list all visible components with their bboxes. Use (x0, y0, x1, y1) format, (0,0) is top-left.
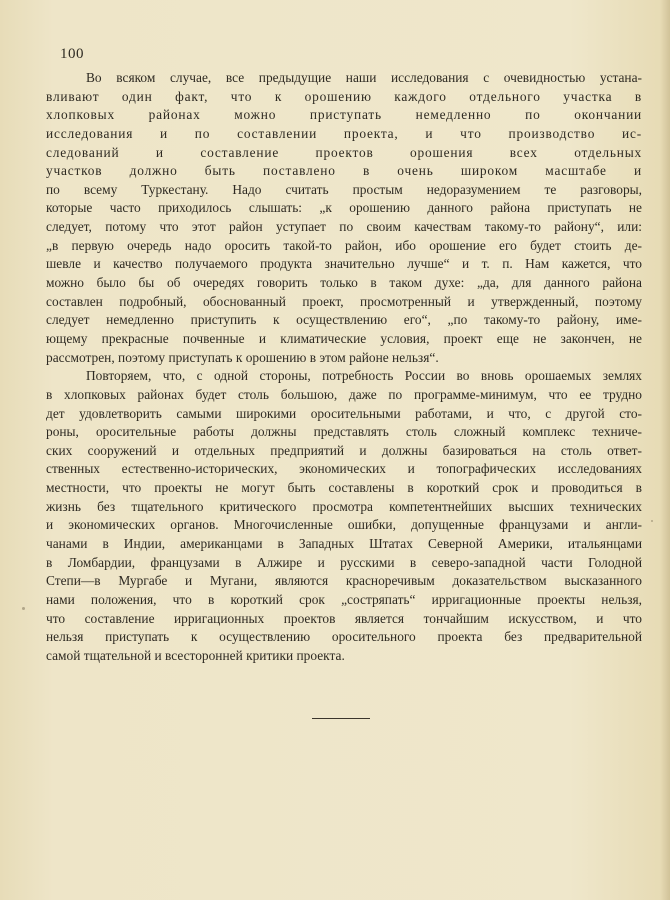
text-line: нельзя приступать к осуществлению оросительного проекта без предварительной (46, 629, 642, 645)
page-number: 100 (60, 46, 84, 62)
paper-speck (22, 607, 25, 610)
text-line: в хлопковых районах будет столь большою, даже по программе-минимум, что ее трудно (46, 386, 642, 402)
text-line: хлопковых районах можно приступать немедленно по окончании (46, 107, 642, 123)
text-line: ющему прекрасные почвенные и климатические условия, проект еще не закончен, не (46, 330, 642, 346)
text-line: Степи—в Мургабе и Мугани, являются красноречивым доказательством высказанного (46, 573, 642, 589)
text-line: можно было бы об очередях говорить только в таком духе: „да, для данного района (46, 275, 642, 291)
text-line: ских сооружений и отдельных предприятий и должны базироваться на столь ответ- (46, 442, 642, 458)
text-line: следует немедленно приступить к осуществлению его“, „по такому-то району, име- (46, 312, 642, 328)
page-edge-shadow (660, 0, 670, 900)
body-text (46, 69, 642, 666)
text-line: следует, потому что этот район уступает по своим качествам такому-то району“, или: (46, 219, 642, 235)
paper-speck (651, 520, 653, 522)
section-divider (312, 718, 370, 719)
text-line: составлен подробный, обоснованный проект, просмотренный и утвержденный, поэтому (46, 293, 642, 309)
text-line: исследования и по составлении проекта, и что производство ис- (46, 125, 642, 141)
text-line: роны, оросительные работы должны представлять столь сложный комплекс техниче- (46, 424, 642, 440)
text-line: по всему Туркестану. Надо считать простым недоразумением те разговоры, (46, 181, 642, 197)
text-line: самой тщательной и всесторонней критики проекта. (46, 647, 345, 663)
text-line: шевле и качество получаемого продукта значительно лучше“ и т. п. Нам кажется, что (46, 256, 642, 272)
text-line: вливают один факт, что к орошению каждого отдельного участка в (46, 88, 642, 104)
text-line: местности, что проекты не могут быть составлены в короткий срок и проводиться в (46, 480, 642, 496)
text-line: рассмотрен, поэтому приступать к орошению в этом районе нельзя“. (46, 349, 439, 365)
text-line: и экономических органов. Многочисленные ошибки, допущенные французами и англи- (46, 517, 642, 533)
text-line: Повторяем, что, с одной стороны, потребность России во вновь орошаемых землях (86, 368, 642, 384)
text-line: „в первую очередь надо оросить такой-то район, ибо орошение его будет стоить де- (46, 237, 642, 253)
text-line: жизнь без тщательного критического просмотра компетентнейших высших технических (46, 498, 642, 514)
text-line: Во всяком случае, все предыдущие наши исследования с очевидностью устана- (86, 70, 642, 85)
text-line: нами положения, что в короткий срок „состряпать“ ирригационные проекты нельзя, (46, 591, 642, 607)
text-line: в Ломбардии, французами в Алжире и русскими в северо-западной части Голодной (46, 554, 642, 570)
text-line: которые часто приходилось слышать: „к орошению данного района приступать не (46, 200, 642, 216)
text-line: что составление ирригационных проектов является тончайшим искусством, и что (46, 610, 642, 626)
text-line: ственных естественно-исторических, экономических и топографических исследованиях (46, 461, 642, 477)
text-line: чанами в Индии, американцами в Западных Штатах Северной Америки, итальянцами (46, 536, 642, 552)
text-line: следований и составление проектов орошения всех отдельных (46, 144, 642, 160)
text-line: участков должно быть поставлено в очень широком масштабе и (46, 163, 642, 179)
text-line: дет удовлетворить самыми широкими оросительными работами, и что, с другой сто- (46, 405, 642, 421)
